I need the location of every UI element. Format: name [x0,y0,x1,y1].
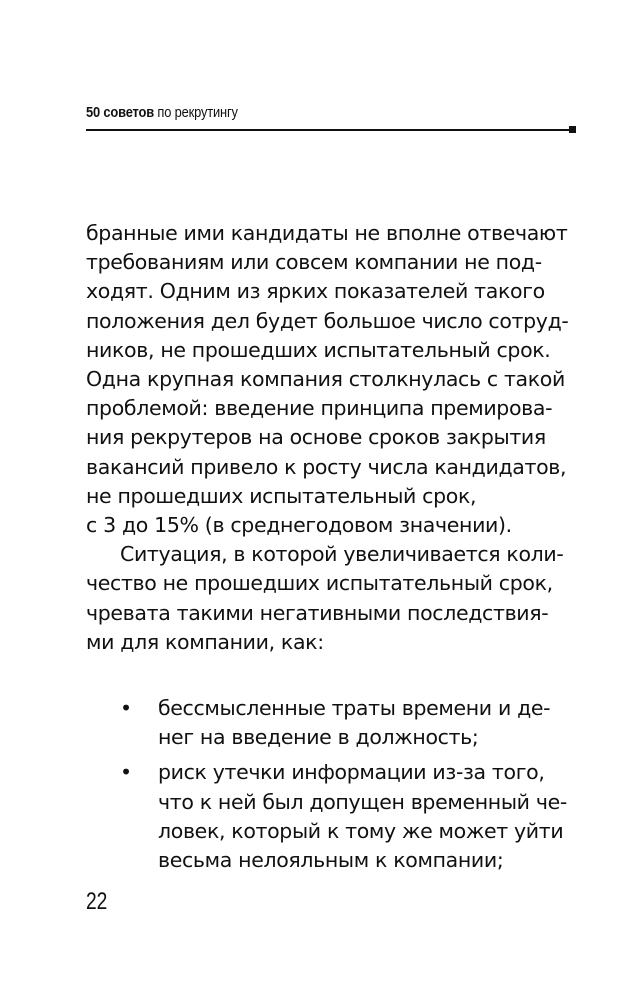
header-square-marker [569,126,576,133]
header-title-bold: 50 советов [86,104,154,121]
text-line: нег на введение в должность; [158,725,479,750]
text-line: Ситуация, в которой увеличивается коли- [120,542,564,567]
text-line: ходят. Одним из ярких показателей такого [86,279,545,304]
header-title-rest: по рекрутингу [157,104,238,121]
running-header [86,104,238,121]
text-line: бранные ими кандидаты не вполне отвечают [86,221,568,245]
bullet-list [120,694,580,881]
text-line: весьма нелояльным к компании; [158,848,504,873]
text-line: с 3 до 15% (в среднегодовом значении). [86,513,512,538]
text-line: ловек, который к тому же может уйти [158,818,564,843]
text-line: чревата такими негативными последствия- [86,600,549,625]
bullet-icon: • [120,760,132,785]
text-line: не прошедших испытательный срок, [86,483,477,508]
bullet-icon: • [120,696,132,720]
text-line: вакансий привело к росту числа кандидатов, [86,454,567,479]
text-line: ников, не прошедших испытательный срок. [86,337,551,362]
list-item [120,694,580,752]
text-line: риск утечки информации из-за того, [158,760,545,785]
header-rule [86,129,569,131]
text-line: чество не прошедших испытательный срок, [86,571,553,596]
text-line: бессмысленные траты времени и де- [158,696,551,720]
text-line: ния рекрутеров на основе сроков закрытия [86,425,546,450]
text-line: ми для компании, как: [86,629,324,654]
text-line: положения дел будет большое число сотруд- [86,308,569,333]
page-number: 22 [86,888,108,915]
text-line: требованиям или совсем компании не под- [86,250,542,275]
text-line: проблемой: введение принципа премирова- [86,396,553,421]
text-line: что к ней был допущен временный че- [158,789,567,814]
list-item [120,758,580,875]
body-text [86,219,586,657]
text-line: Одна крупная компания столкнулась с такой [86,367,565,392]
